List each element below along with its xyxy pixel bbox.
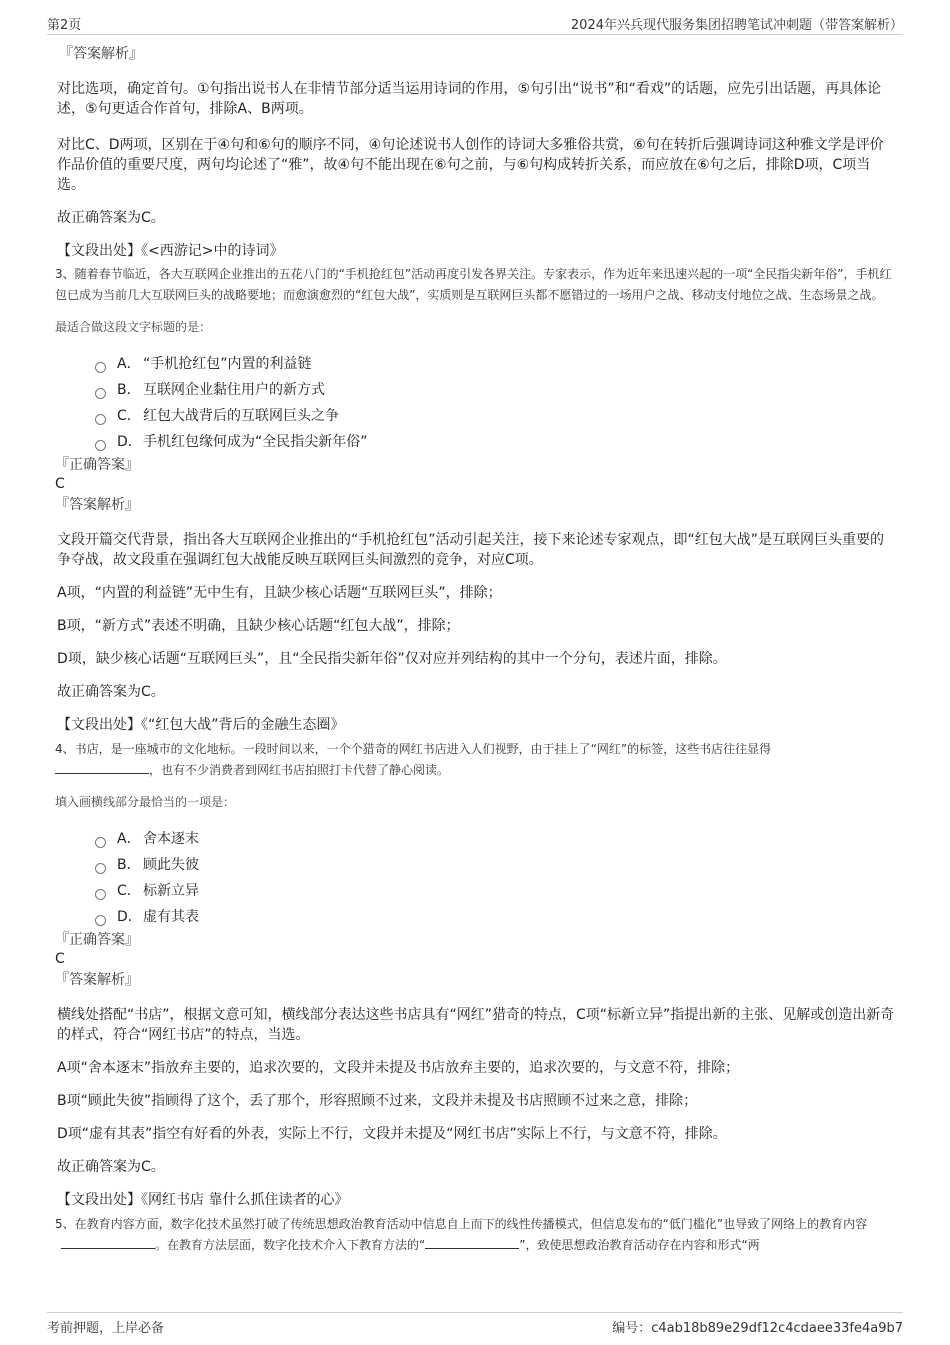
- option-a[interactable]: A． 舍本逐末: [95, 826, 897, 852]
- document-code: 编号：c4ab18b89e29df12c4cdaee33fe4a9b7: [612, 1321, 903, 1336]
- footer-slogan: 考前押题，上岸必备: [47, 1321, 165, 1336]
- option-d[interactable]: D． 手机红包缘何成为“全民指尖新年俗”: [95, 429, 897, 455]
- option-text: 舍本逐末: [143, 831, 199, 847]
- radio-icon[interactable]: [95, 863, 106, 874]
- question-5: [55, 1214, 897, 1256]
- options-list: [55, 826, 897, 930]
- document-title: 2024年兴兵现代服务集团招聘笔试冲刺题（带答案解析）: [570, 18, 903, 33]
- fill-blank: [425, 1236, 519, 1249]
- option-c[interactable]: C． 标新立异: [95, 878, 897, 904]
- analysis-paragraph: D项，缺少核心话题“互联网巨头”，且“全民指尖新年俗”仅对应并列结构的其中一个分句，表述片面，排除。: [57, 651, 727, 667]
- analysis-conclusion: 故正确答案为C。: [57, 1159, 165, 1175]
- option-text: 红包大战背后的互联网巨头之争: [143, 408, 339, 424]
- option-a[interactable]: A． “手机抢红包”内置的利益链: [95, 351, 897, 377]
- question-3: [55, 264, 897, 735]
- radio-icon[interactable]: [95, 440, 106, 451]
- radio-icon[interactable]: [95, 837, 106, 848]
- radio-icon[interactable]: [95, 362, 106, 373]
- page-number: 第2页: [47, 18, 82, 33]
- correct-answer-label: 『正确答案』: [55, 932, 139, 948]
- question-stem: 4、书店，是一座城市的文化地标。一段时间以来，一个个猎奇的网红书店进入人们视野，由于挂上了“网红”的标签，这些书店往往显得 ，也有不少消费者到网红书店拍照打卡代替了静心阅读。: [55, 742, 772, 777]
- analysis-paragraph: B项，“新方式”表述不明确，且缺少核心话题“红包大战”，排除；: [57, 618, 460, 634]
- correct-answer: C: [55, 951, 65, 967]
- option-text: 互联网企业黏住用户的新方式: [143, 382, 325, 398]
- option-c[interactable]: C． 红包大战背后的互联网巨头之争: [95, 403, 897, 429]
- option-b[interactable]: B． 互联网企业黏住用户的新方式: [95, 377, 897, 403]
- analysis-label: 『答案解析』: [59, 46, 143, 62]
- radio-icon[interactable]: [95, 915, 106, 926]
- source-citation: 【文段出处】《“红包大战”背后的金融生态圈》: [57, 717, 345, 733]
- analysis-conclusion: 故正确答案为C。: [57, 684, 165, 700]
- source-citation: 【文段出处】《<西游记>中的诗词》: [57, 243, 284, 259]
- q2-analysis-section: [55, 44, 897, 261]
- radio-icon[interactable]: [95, 414, 106, 425]
- option-text: 顾此失彼: [143, 857, 199, 873]
- radio-icon[interactable]: [95, 889, 106, 900]
- analysis-paragraph: 对比选项，确定首句。①句指出说书人在非情节部分适当运用诗词的作用，⑤句引出“说书”和“看戏”的话题，应先引出话题，再具体论述，⑤句更适合作首句，排除A、B两项。: [57, 81, 882, 117]
- option-d[interactable]: D． 虚有其表: [95, 904, 897, 930]
- correct-answer: C: [55, 476, 65, 492]
- option-b[interactable]: B． 顾此失彼: [95, 852, 897, 878]
- question-stem: 5、在教育内容方面，数字化技术虽然打破了传统思想政治教育活动中信息自上而下的线性传播模式，但信息发布的“低门槛化”也导致了网络上的教育内容。在教育方法层面，数字化技术介入下教育方法的“ ”，致使思想政治教育活动存在内容和形式“两: [55, 1217, 868, 1252]
- analysis-paragraph: A项“舍本逐末”指放弃主要的，追求次要的，文段并未提及书店放弃主要的，追求次要的，与文意不符，排除；: [57, 1060, 740, 1076]
- analysis-paragraph: B项“顾此失彼”指顾得了这个，丢了那个，形容照顾不过来，文段并未提及书店照顾不过来之意，排除；: [57, 1093, 698, 1109]
- question-prompt: 填入画横线部分最恰当的一项是：: [55, 795, 236, 809]
- question-stem: 3、随着春节临近，各大互联网企业推出的五花八门的“手机抢红包”活动再度引发各界关注。专家表示，作为近年来迅速兴起的一项“全民指尖新年俗”，手机红包已成为当前几大互联网巨头的战略要地；而愈演愈烈的“红包大战”，实质则是互联网巨头都不愿错过的一场用户之战、移动支付地位之战、生态场景之战。: [55, 267, 892, 302]
- analysis-paragraph: 横线处搭配“书店”，根据文意可知，横线部分表达这些书店具有“网红”猎奇的特点，C项“标新立异”指提出新的主张、见解或创造出新奇的样式，符合“网红书店”的特点，当选。: [57, 1007, 895, 1043]
- fill-blank: [55, 761, 149, 774]
- option-text: “手机抢红包”内置的利益链: [143, 356, 312, 372]
- source-citation: 【文段出处】《网红书店 靠什么抓住读者的心》: [57, 1192, 349, 1208]
- page-footer: [47, 1312, 903, 1339]
- radio-icon[interactable]: [95, 388, 106, 399]
- page-header: [47, 12, 903, 35]
- fill-blank: [61, 1236, 155, 1249]
- analysis-conclusion: 故正确答案为C。: [57, 210, 165, 226]
- question-4: [55, 739, 897, 1210]
- page-content: [55, 44, 897, 1256]
- option-text: 标新立异: [143, 883, 199, 899]
- analysis-paragraph: 对比C、D两项，区别在于④句和⑥句的顺序不同，④句论述说书人创作的诗词大多雅俗共赏，⑥句在转折后强调诗词这种雅文学是评价作品价值的重要尺度，两句均论述了“雅”，故④句不能出现在⑥句之前，与⑥句构成转折关系，而应放在⑥句之后，排除D项，C项当选。: [57, 137, 884, 193]
- analysis-label: 『答案解析』: [55, 972, 139, 988]
- option-text: 虚有其表: [143, 909, 199, 925]
- question-prompt: 最适合做这段文字标题的是：: [55, 320, 212, 334]
- options-list: [55, 351, 897, 455]
- option-text: 手机红包缘何成为“全民指尖新年俗”: [143, 434, 368, 450]
- analysis-paragraph: A项，“内置的利益链”无中生有，且缺少核心话题“互联网巨头”，排除；: [57, 585, 502, 601]
- correct-answer-label: 『正确答案』: [55, 457, 139, 473]
- analysis-label: 『答案解析』: [55, 497, 139, 513]
- analysis-paragraph: D项“虚有其表”指空有好看的外表，实际上不行，文段并未提及“网红书店”实际上不行，与文意不符，排除。: [57, 1126, 727, 1142]
- analysis-paragraph: 文段开篇交代背景，指出各大互联网企业推出的“手机抢红包”活动引起关注，接下来论述专家观点，即“红包大战”是互联网巨头重要的争夺战，故文段重在强调红包大战能反映互联网巨头间激烈的竞争，对应C项。: [57, 532, 885, 568]
